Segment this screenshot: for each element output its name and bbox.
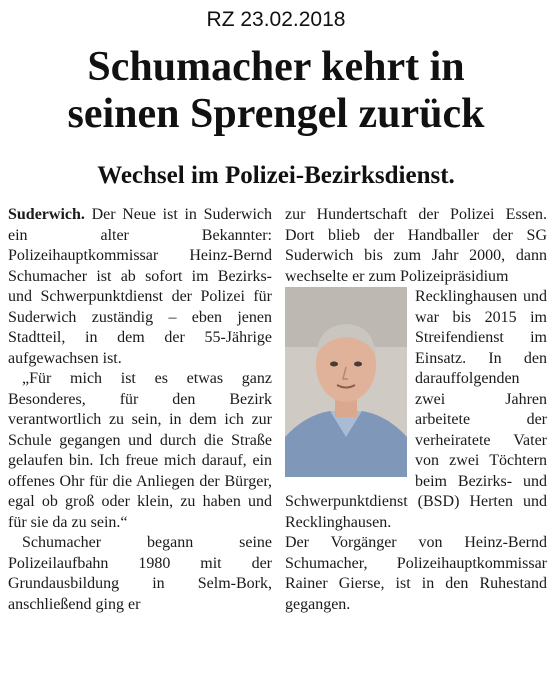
article-paragraph-1-text: Der Neue ist in Suderwich ein alter Bekannter: Polizeihauptkommissar Heinz-Bernd Schumacher ist ab sofort im Bezirks- und Schwerpunktdienst der Polizei für Suderwich zuständig – eben jenen Stadtteil, in dem der 55-Jährige aufgewachsen ist. [8,206,272,367]
article-paragraph-continued-a: zur Hundertschaft der Polizei Essen. Dort blieb der Handballer der SG Suderwich bis zum Jahr 2000, dann wechselte er zum Polizeipräsidium [285,206,547,285]
article-column-left [8,205,272,615]
portrait-image [285,287,407,477]
article-column-right [285,205,547,615]
headline-line-1: Schumacher kehrt in [87,44,465,90]
article-paragraph-predecessor: Der Vorgänger von Heinz-Bernd Schumacher, Polizeihauptkommissar Rainer Gierse, ist in den Ruhestand gegangen. [285,534,547,613]
location-kicker: Suderwich. [8,206,85,223]
dateline: RZ 23.02.2018 [206,8,346,31]
article-paragraph-continued-b: Recklinghausen und war bis 2015 im Streifendienst im Einsatz. In den darauffolgenden zwei Jahren arbeitete der verheiratete Vater von zwei Töchtern beim Bezirks- und Schwerpunktdienst (BSD) Herten und Recklinghausen. [285,288,547,531]
subheadline: Wechsel im Polizei-Bezirksdienst. [97,162,455,189]
article-paragraph-quote: „Für mich ist es etwas ganz Besonderes, für den Bezirk verantwortlich zu sein, in dem ich zur Schule gegangen und durch die Straße gelaufen bin. Ich freue mich darauf, ein offenes Ohr für die Anliegen der Bürger, egal ob groß oder klein, zu haben und für sie da zu sein.“ [8,370,272,531]
headline-line-2: seinen Sprengel zurück [67,91,485,137]
article-paragraph-1 [8,205,272,369]
article-paragraph-career: Schumacher begann seine Polizeilaufbahn 1980 mit der Grundausbildung in Selm-Bork, anschließend ging er [8,534,272,613]
portrait-photo [285,287,407,477]
headline [0,44,552,138]
